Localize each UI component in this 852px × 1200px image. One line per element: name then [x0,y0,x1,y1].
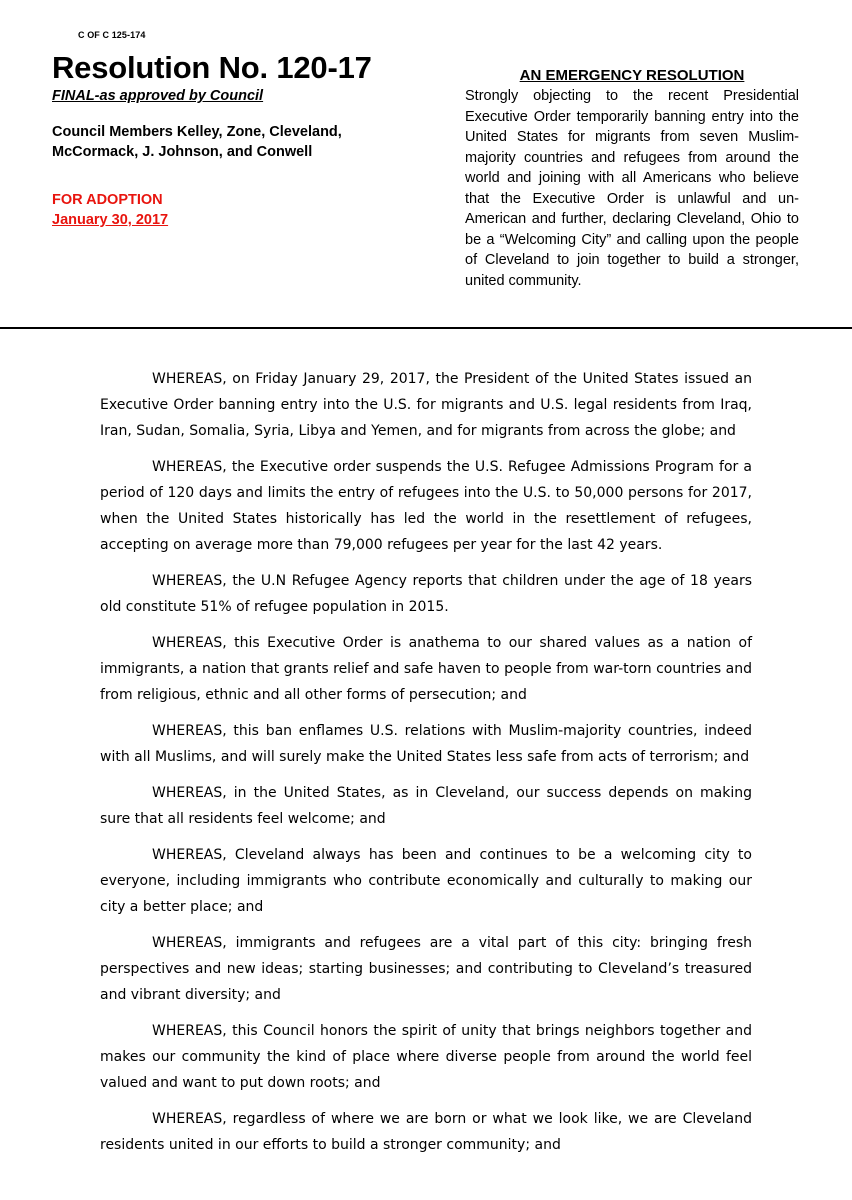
whereas-clause: WHEREAS, this ban enflames U.S. relations with Muslim-majority countries, indeed with all Muslims, and will surely make the United States less safe from acts of terrorism; and [100,723,752,765]
whereas-clause: WHEREAS, the Executive order suspends the U.S. Refugee Admissions Program for a period of 120 days and limits the entry of refugees into the U.S. to 50,000 persons for 2017, when the United States historically has led the world in the resettlement of refugees, accepting on average more than 79,000 refugees per year for the last 42 years. [100,459,752,553]
adoption-block [52,190,432,230]
whereas-clause: WHEREAS, in the United States, as in Cleveland, our success depends on making sure that all residents feel welcome; and [100,785,752,827]
whereas-clause: WHEREAS, on Friday January 29, 2017, the President of the United States issued an Executive Order banning entry into the U.S. for migrants and U.S. legal residents from Iraq, Iran, Sudan, Somalia, Syria, Libya and Yemen, and for migrants from across the globe; and [100,371,752,439]
reference-code: C OF C 125-174 [78,30,146,40]
council-sponsors: Council Members Kelley, Zone, Cleveland, McCormack, J. Johnson, and Conwell [52,124,342,160]
whereas-clause: WHEREAS, Cleveland always has been and continues to be a welcoming city to everyone, including immigrants who contribute economically and culturally to making our city a better place; and [100,847,752,915]
whereas-clause: WHEREAS, regardless of where we are born or what we look like, we are Cleveland residents united in our efforts to build a stronger community; and [100,1111,752,1153]
resolution-title: Resolution No. 120-17 [52,50,372,85]
summary-text: Strongly objecting to the recent Presidential Executive Order temporarily banning entry into the United States for migrants from seven Muslim-majority countries and refugees from around the world and joining with all Americans who believe that the Executive Order is unlawful and un-American and further, declaring Cleveland, Ohio to be a “Welcoming City” and calling upon the people of Cleveland to join together to build a stronger, united community. [465,88,799,289]
whereas-clauses [100,366,752,1168]
summary-heading: AN EMERGENCY RESOLUTION [519,67,745,84]
whereas-clause: WHEREAS, the U.N Refugee Agency reports that children under the age of 18 years old constitute 51% of refugee population in 2015. [100,573,752,615]
header-divider [0,327,852,329]
adoption-date: January 30, 2017 [52,212,169,228]
adoption-label: FOR ADOPTION [52,192,163,208]
whereas-clause: WHEREAS, immigrants and refugees are a vital part of this city: bringing fresh perspectives and new ideas; starting businesses; and contributing to Cleveland’s treasured and vibrant diversity; and [100,935,752,1003]
resolution-status: FINAL-as approved by Council [52,88,264,104]
whereas-clause: WHEREAS, this Council honors the spirit of unity that brings neighbors together and makes our community the kind of place where diverse people from around the world feel valued and want to put down roots; and [100,1023,752,1091]
resolution-header [52,48,432,230]
resolution-summary [465,66,799,291]
whereas-clause: WHEREAS, this Executive Order is anathema to our shared values as a nation of immigrants, a nation that grants relief and safe haven to people from war-torn countries and from religious, ethnic and all other forms of persecution; and [100,635,752,703]
